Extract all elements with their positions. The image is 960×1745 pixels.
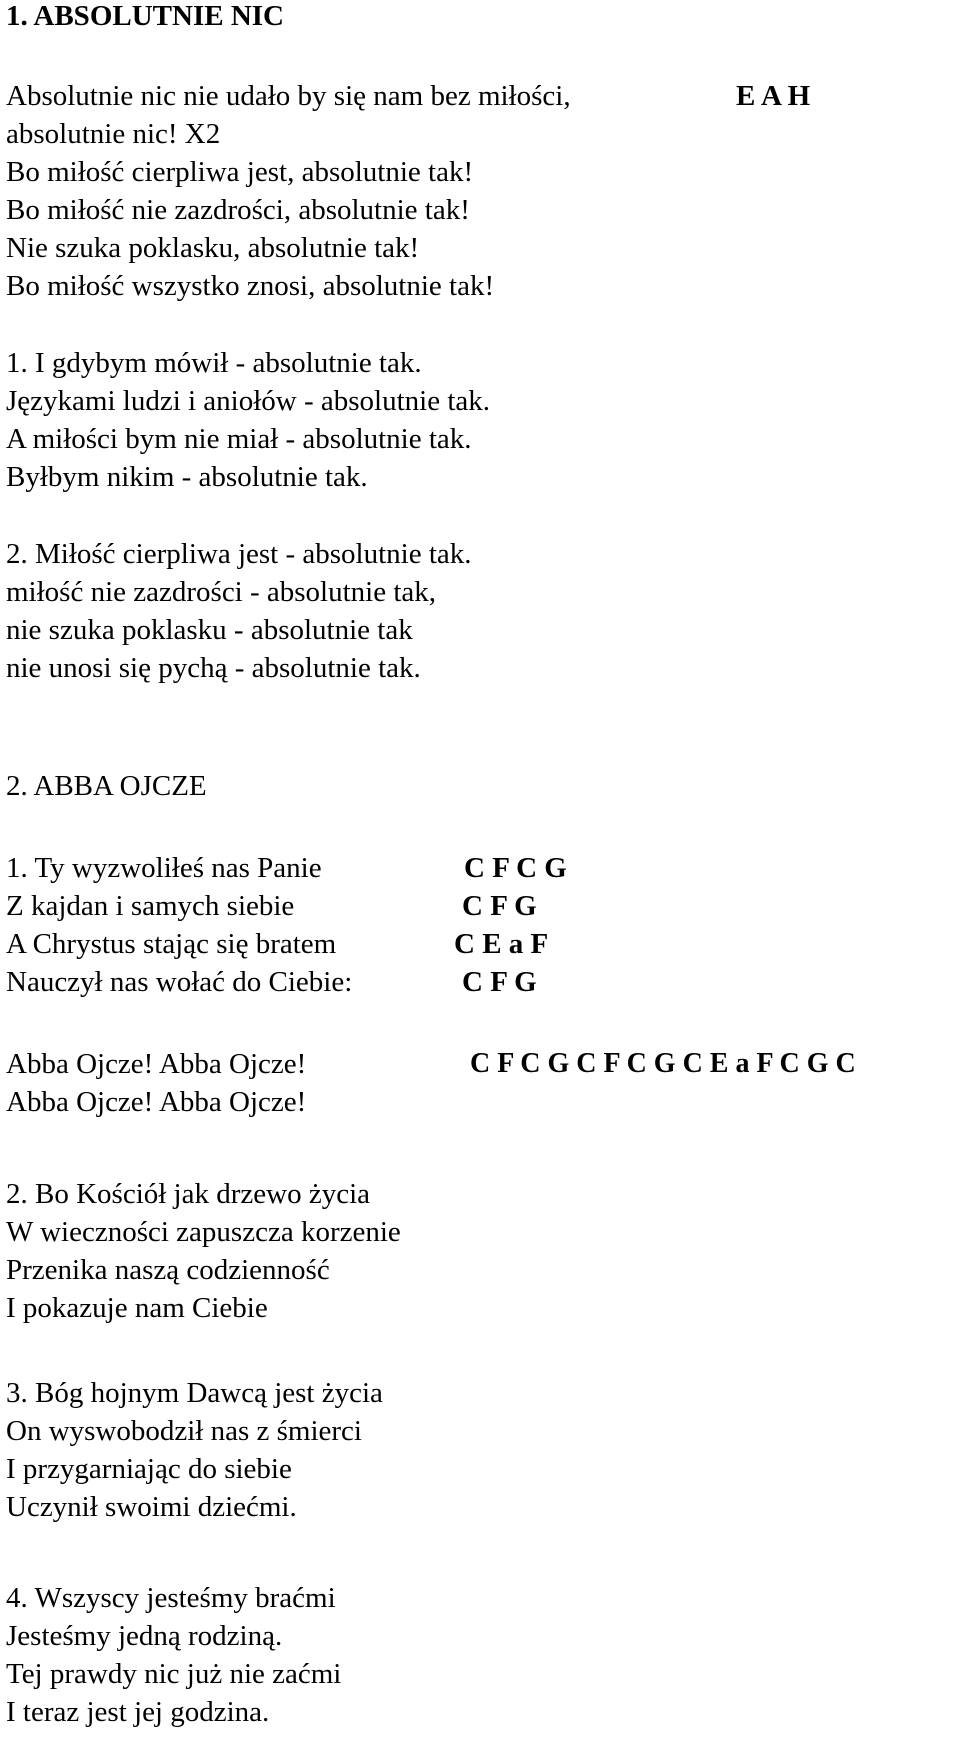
song1-verse1-line: Językami ludzi i aniołów - absolutnie tak. xyxy=(6,385,491,417)
song1-chorus-line: Bo miłość nie zazdrości, absolutnie tak! xyxy=(6,194,470,226)
song2-verse1-line: A Chrystus stając się bratem xyxy=(6,928,337,960)
song2-verse1-chords: C E a F xyxy=(454,928,549,960)
song1-chorus-line: Absolutnie nic nie udało by się nam bez miłości, xyxy=(6,80,571,112)
song1-chorus-line: absolutnie nic! X2 xyxy=(6,118,221,150)
song2-verse1-chords: C F G xyxy=(462,966,537,998)
song2-verse3-line: 3. Bóg hojnym Dawcą jest życia xyxy=(6,1377,383,1409)
song2-chorus-line: Abba Ojcze! Abba Ojcze! xyxy=(6,1048,307,1080)
song2-verse3-line: I przygarniając do siebie xyxy=(6,1453,292,1485)
song1-chorus-line: Bo miłość cierpliwa jest, absolutnie tak! xyxy=(6,156,474,188)
song1-chorus-line: Bo miłość wszystko znosi, absolutnie tak! xyxy=(6,270,495,302)
song2-verse1-chords: C F C G xyxy=(464,852,567,884)
song2-verse2-line: W wieczności zapuszcza korzenie xyxy=(6,1216,401,1248)
song2-verse2-line: I pokazuje nam Ciebie xyxy=(6,1292,268,1324)
song2-verse1-line: Nauczył nas wołać do Ciebie: xyxy=(6,966,353,998)
song2-verse4-line: 4. Wszyscy jesteśmy braćmi xyxy=(6,1582,336,1614)
song1-verse1-line: A miłości bym nie miał - absolutnie tak. xyxy=(6,423,472,455)
song2-verse1-chords: C F G xyxy=(462,890,537,922)
song1-chorus-chords: E A H xyxy=(736,80,811,112)
song2-verse3-line: On wyswobodził nas z śmierci xyxy=(6,1415,362,1447)
song1-verse2-line: nie szuka poklasku - absolutnie tak xyxy=(6,614,413,646)
song2-verse2-line: 2. Bo Kościół jak drzewo życia xyxy=(6,1178,371,1210)
song2-chorus-line: Abba Ojcze! Abba Ojcze! xyxy=(6,1086,307,1118)
song1-chorus-line: Nie szuka poklasku, absolutnie tak! xyxy=(6,232,420,264)
song1-verse2-line: nie unosi się pychą - absolutnie tak. xyxy=(6,652,421,684)
song1-verse2-line: miłość nie zazdrości - absolutnie tak, xyxy=(6,576,437,608)
song2-verse1-line: 1. Ty wyzwoliłeś nas Panie xyxy=(6,852,322,884)
song2-chorus-chords: C F C G C F C G C E a F C G C xyxy=(470,1048,856,1079)
song1-verse1-line: 1. I gdybym mówił - absolutnie tak. xyxy=(6,347,422,379)
song2-verse3-line: Uczynił swoimi dziećmi. xyxy=(6,1491,297,1523)
song2-verse4-line: Jesteśmy jedną rodziną. xyxy=(6,1620,283,1652)
song2-verse2-line: Przenika naszą codzienność xyxy=(6,1254,330,1286)
song1-verse2-line: 2. Miłość cierpliwa jest - absolutnie tak. xyxy=(6,538,472,570)
song2-title: 2. ABBA OJCZE xyxy=(6,770,207,802)
song2-verse1-line: Z kajdan i samych siebie xyxy=(6,890,295,922)
song1-title: 1. ABSOLUTNIE NIC xyxy=(6,0,284,32)
song2-verse4-line: Tej prawdy nic już nie zaćmi xyxy=(6,1658,342,1690)
song1-verse1-line: Byłbym nikim - absolutnie tak. xyxy=(6,461,368,493)
song2-verse4-line: I teraz jest jej godzina. xyxy=(6,1696,270,1728)
